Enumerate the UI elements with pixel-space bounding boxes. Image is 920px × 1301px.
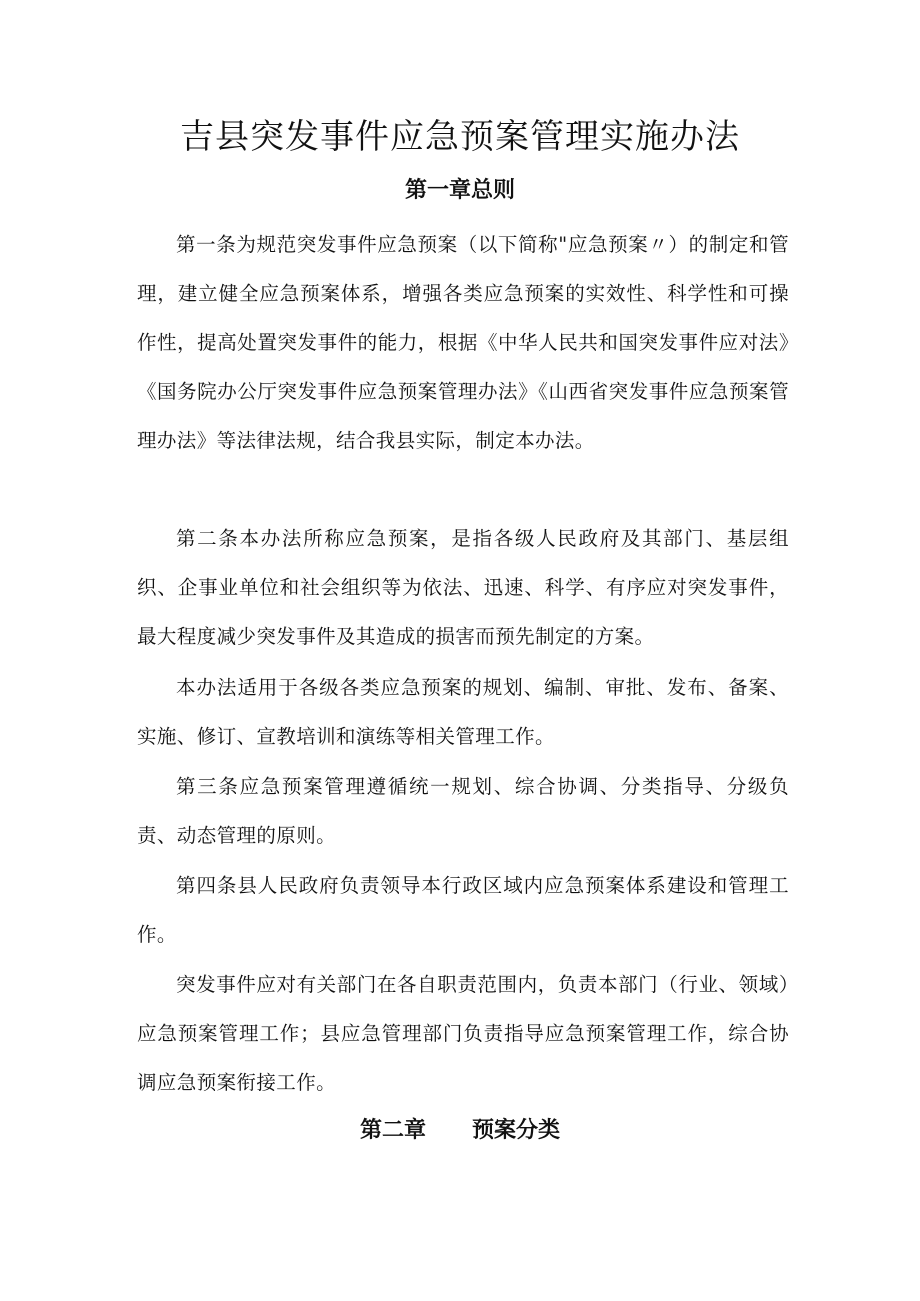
chapter-2-heading (0, 1115, 920, 1147)
article-2-paragraph: 第二条本办法所称应急预案，是指各级人民政府及其部门、基层组织、企事业单位和社会组织等为依法、迅速、科学、有序应对突发事件，最大程度减少突发事件及其造成的损害而预先制定的方案。 (137, 527, 789, 648)
chapter-2-number: 第二章 (359, 1118, 426, 1143)
chapter-2-name: 预案分类 (472, 1118, 561, 1143)
scope-paragraph: 本办法适用于各级各类应急预案的规划、编制、审批、发布、备案、实施、修订、宣教培训和演练等相关管理工作。 (137, 676, 789, 748)
department-duty-paragraph: 突发事件应对有关部门在各自职责范围内，负责本部门（行业、领域）应急预案管理工作；县应急管理部门负责指导应急预案管理工作，综合协调应急预案衔接工作。 (137, 973, 789, 1094)
article-3-paragraph: 第三条应急预案管理遵循统一规划、综合协调、分类指导、分级负责、动态管理的原则。 (137, 775, 789, 847)
chapter-1-heading: 第一章总则 (404, 178, 515, 203)
article-4-paragraph: 第四条县人民政府负责领导本行政区域内应急预案体系建设和管理工作。 (137, 874, 789, 946)
document-title: 吉县突发事件应急预案管理实施办法 (180, 117, 740, 157)
article-1-paragraph: 第一条为规范突发事件应急预案（以下简称"应急预案〃）的制定和管理，建立健全应急预案体系，增强各类应急预案的实效性、科学性和可操作性，提高处置突发事件的能力，根据《中华人民共和国突发事件应对法》《国务院办公厅突发事件应急预案管理办法》《山西省突发事件应急预案管理办法》等法律法规，结合我县实际，制定本办法。 (137, 233, 789, 452)
